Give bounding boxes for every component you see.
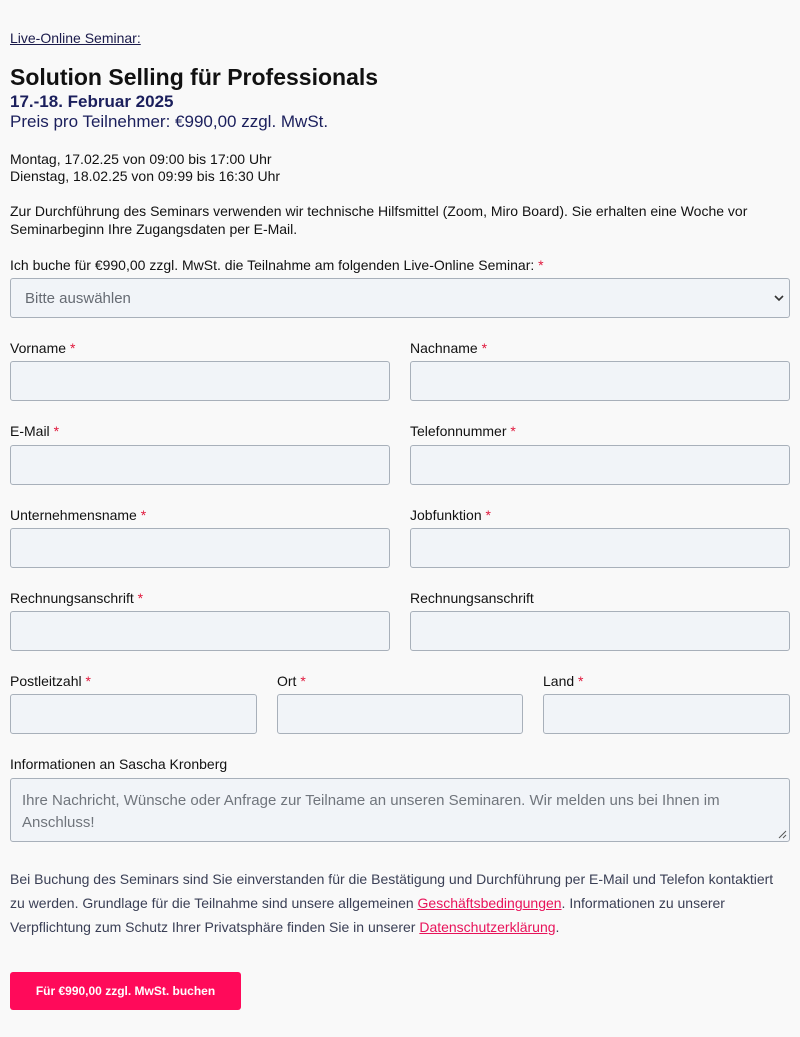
rechnung-2-label: Rechnungsanschrift <box>410 590 534 606</box>
submit-booking-button[interactable]: Für €990,00 zzgl. MwSt. buchen <box>10 972 241 1010</box>
unternehmen-input[interactable] <box>10 528 390 568</box>
plz-input[interactable] <box>10 694 257 734</box>
required-mark: * <box>538 257 544 273</box>
required-mark: * <box>140 507 147 523</box>
privacy-link[interactable]: Datenschutzerklärung <box>419 919 556 935</box>
seminar-kicker-link[interactable]: Live-Online Seminar: <box>10 30 141 46</box>
email-input[interactable] <box>10 445 390 485</box>
required-mark: * <box>300 673 306 689</box>
rechnung-label: Rechnungsanschrift * <box>10 590 144 606</box>
message-textarea[interactable] <box>10 778 790 842</box>
land-label: Land * <box>543 673 584 689</box>
seminar-date: 17.-18. Februar 2025 <box>10 92 174 111</box>
message-label: Informationen an Sascha Kronberg <box>10 756 228 772</box>
required-mark: * <box>69 340 76 356</box>
resize-handle-icon[interactable] <box>778 830 787 839</box>
page-title: Solution Selling für Professionals <box>10 64 379 90</box>
seminar-select[interactable] <box>10 278 790 318</box>
required-mark: * <box>481 340 488 356</box>
unternehmen-label: Unternehmensname * <box>10 507 147 523</box>
rechnung-2-input[interactable] <box>410 611 790 651</box>
email-label: E-Mail * <box>10 423 60 439</box>
jobfunktion-label: Jobfunktion * <box>410 507 491 523</box>
seminar-select-value: Bitte auswählen <box>25 290 131 307</box>
intro-text: Zur Durchführung des Seminars verwenden wir technische Hilfsmittel (Zoom, Miro Board). Sie erhalten eine Woche vor Seminarbeginn Ihre Zugangsdaten per E-Mail. <box>10 203 748 237</box>
required-mark: * <box>137 590 144 606</box>
telefon-input[interactable] <box>410 445 790 485</box>
message-placeholder: Ihre Nachricht, Wünsche oder Anfrage zur Teilname an unseren Seminaren. Wir melden uns bei Ihnen im Anschluss! <box>22 792 720 831</box>
ort-label: Ort * <box>277 673 306 689</box>
seminar-price: Preis pro Teilnehmer: €990,00 zzgl. MwSt. <box>10 112 329 131</box>
required-mark: * <box>485 507 491 523</box>
schedule-day-2: Dienstag, 18.02.25 von 09:99 bis 16:30 Uhr <box>10 168 281 184</box>
required-mark: * <box>85 673 91 689</box>
rechnung-input[interactable] <box>10 611 390 651</box>
vorname-input[interactable] <box>10 361 390 401</box>
required-mark: * <box>578 673 584 689</box>
telefon-label: Telefonnummer * <box>410 423 516 439</box>
ort-input[interactable] <box>277 694 523 734</box>
land-input[interactable] <box>543 694 790 734</box>
terms-link[interactable]: Geschäftsbedingungen <box>417 895 562 911</box>
seminar-select-label: Ich buche für €990,00 zzgl. MwSt. die Teilnahme am folgenden Live-Online Seminar: * <box>10 257 544 273</box>
jobfunktion-input[interactable] <box>410 528 790 568</box>
schedule <box>10 151 280 185</box>
chevron-down-icon <box>773 291 785 305</box>
plz-label: Postleitzahl * <box>10 673 91 689</box>
schedule-day-1: Montag, 17.02.25 von 09:00 bis 17:00 Uhr <box>10 151 272 167</box>
required-mark: * <box>510 423 516 439</box>
nachname-input[interactable] <box>410 361 790 401</box>
required-mark: * <box>53 423 60 439</box>
vorname-label: Vorname * <box>10 340 76 356</box>
nachname-label: Nachname * <box>410 340 488 356</box>
legal-notice: Bei Buchung des Seminars sind Sie einverstanden für die Bestätigung und Durchführung per E-Mail und Telefon kontaktiert zu werden. Grundlage für die Teilnahme sind unsere allgemeinen Geschäftsbedingungen. Informationen zu unserer Verpflichtung zum Schutz Ihrer Privatsphäre finden Sie in unserer Datenschutzerklärung. <box>10 871 774 935</box>
